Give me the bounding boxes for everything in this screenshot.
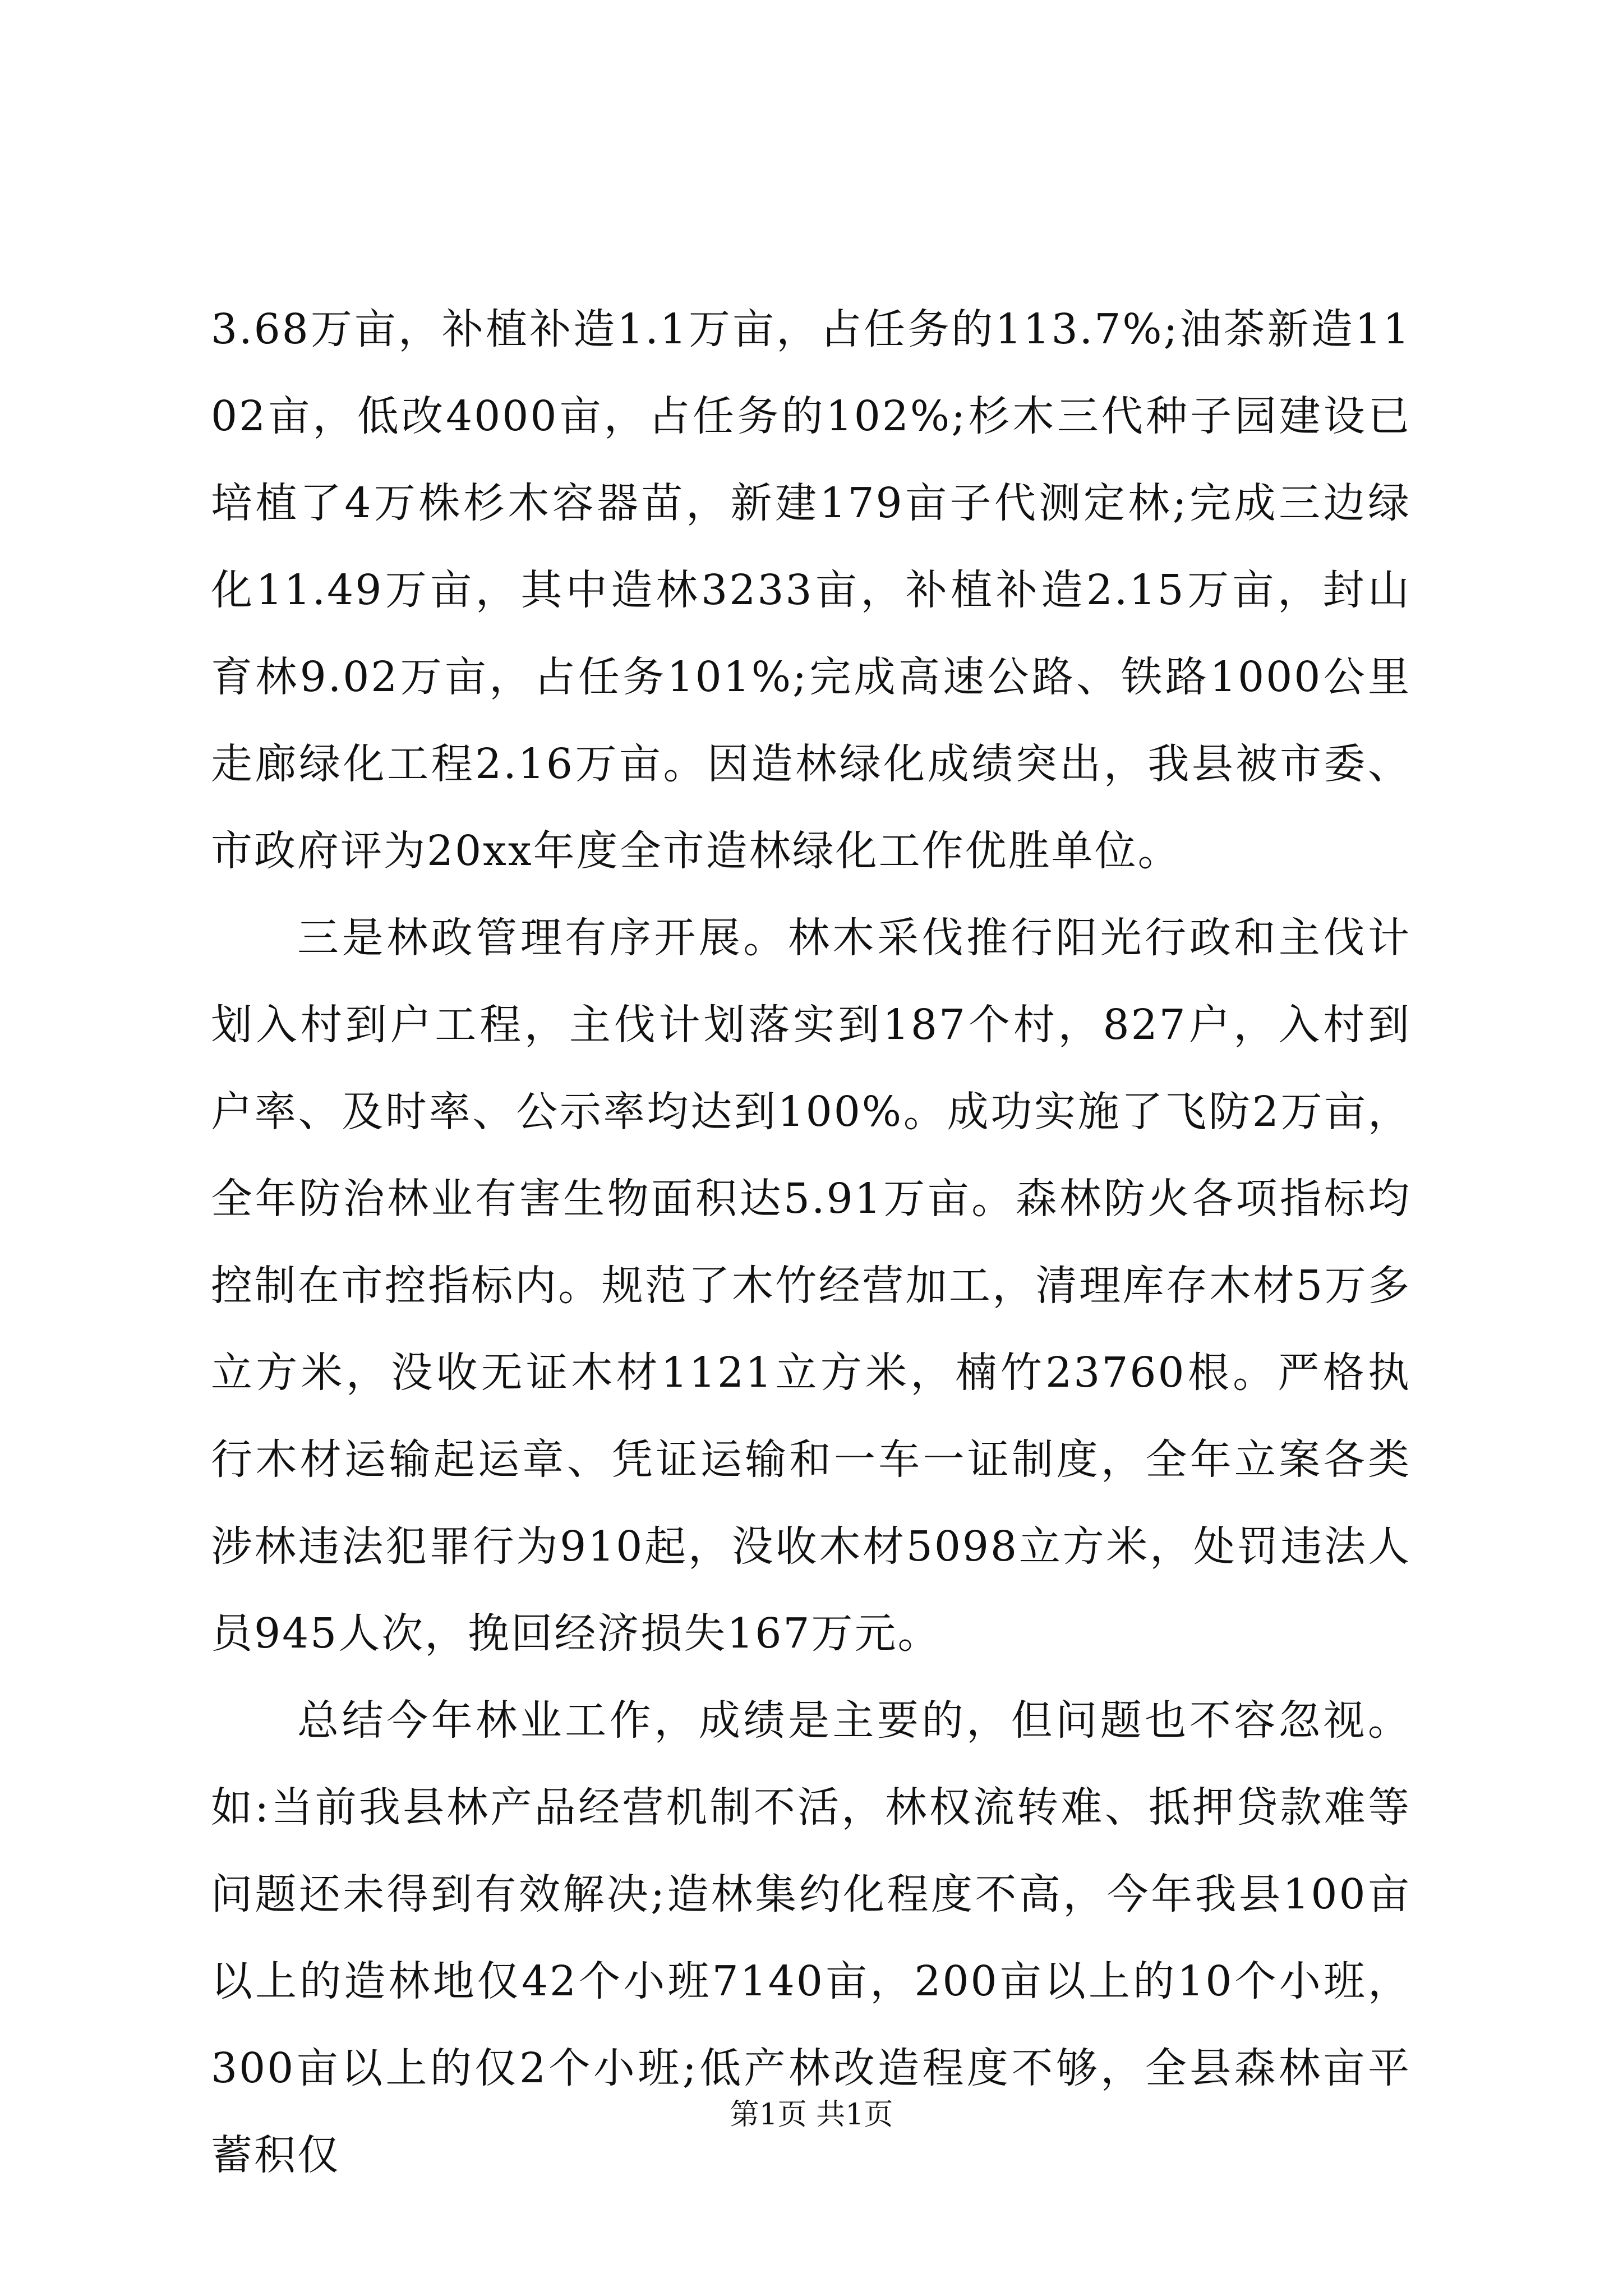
paragraph-afforestation-results: 3.68万亩，补植补造1.1万亩，占任务的113.7%;油茶新造1102亩，低改4000亩，占任务的102%;杉木三代种子园建设已培植了4万株杉木容器苗，新建179亩子代测定林;完成三边绿化11.49万亩，其中造林3233亩，补植补造2.15万亩，封山育林9.02万亩，占任务101%;完成高速公路、铁路1000公里走廊绿化工程2.16万亩。因造林绿化成绩突出，我县被市委、市政府评为20xx年度全市造林绿化工作优胜单位。	[211, 305, 1411, 875]
paragraph-forest-administration: 三是林政管理有序开展。林木采伐推行阳光行政和主伐计划入村到户工程，主伐计划落实到187个村，827户，入村到户率、及时率、公示率均达到100%。成功实施了飞防2万亩，全年防治林业有害生物面积达5.91万亩。森林防火各项指标均控制在市控指标内。规范了木竹经营加工，清理库存木材5万多立方米，没收无证木材1121立方米，楠竹23760根。严格执行木材运输起运章、凭证运输和一车一证制度，全年立案各类涉林违法犯罪行为910起，没收木材5098立方米，处罚违法人员945人次，挽回经济损失167万元。	[211, 914, 1411, 1658]
document-body	[211, 286, 1411, 2199]
paragraph-problems-summary: 总结今年林业工作，成绩是主要的，但问题也不容忽视。如:当前我县林产品经营机制不活，林权流转难、抵押贷款难等问题还未得到有效解决;造林集约化程度不高，今年我县100亩以上的造林地仅42个小班7140亩，200亩以上的10个小班，300亩以上的仅2个小班;低产林改造程度不够，全县森林亩平蓄积仅	[211, 1696, 1411, 2179]
page-footer: 第1页 共1页	[730, 2098, 893, 2132]
